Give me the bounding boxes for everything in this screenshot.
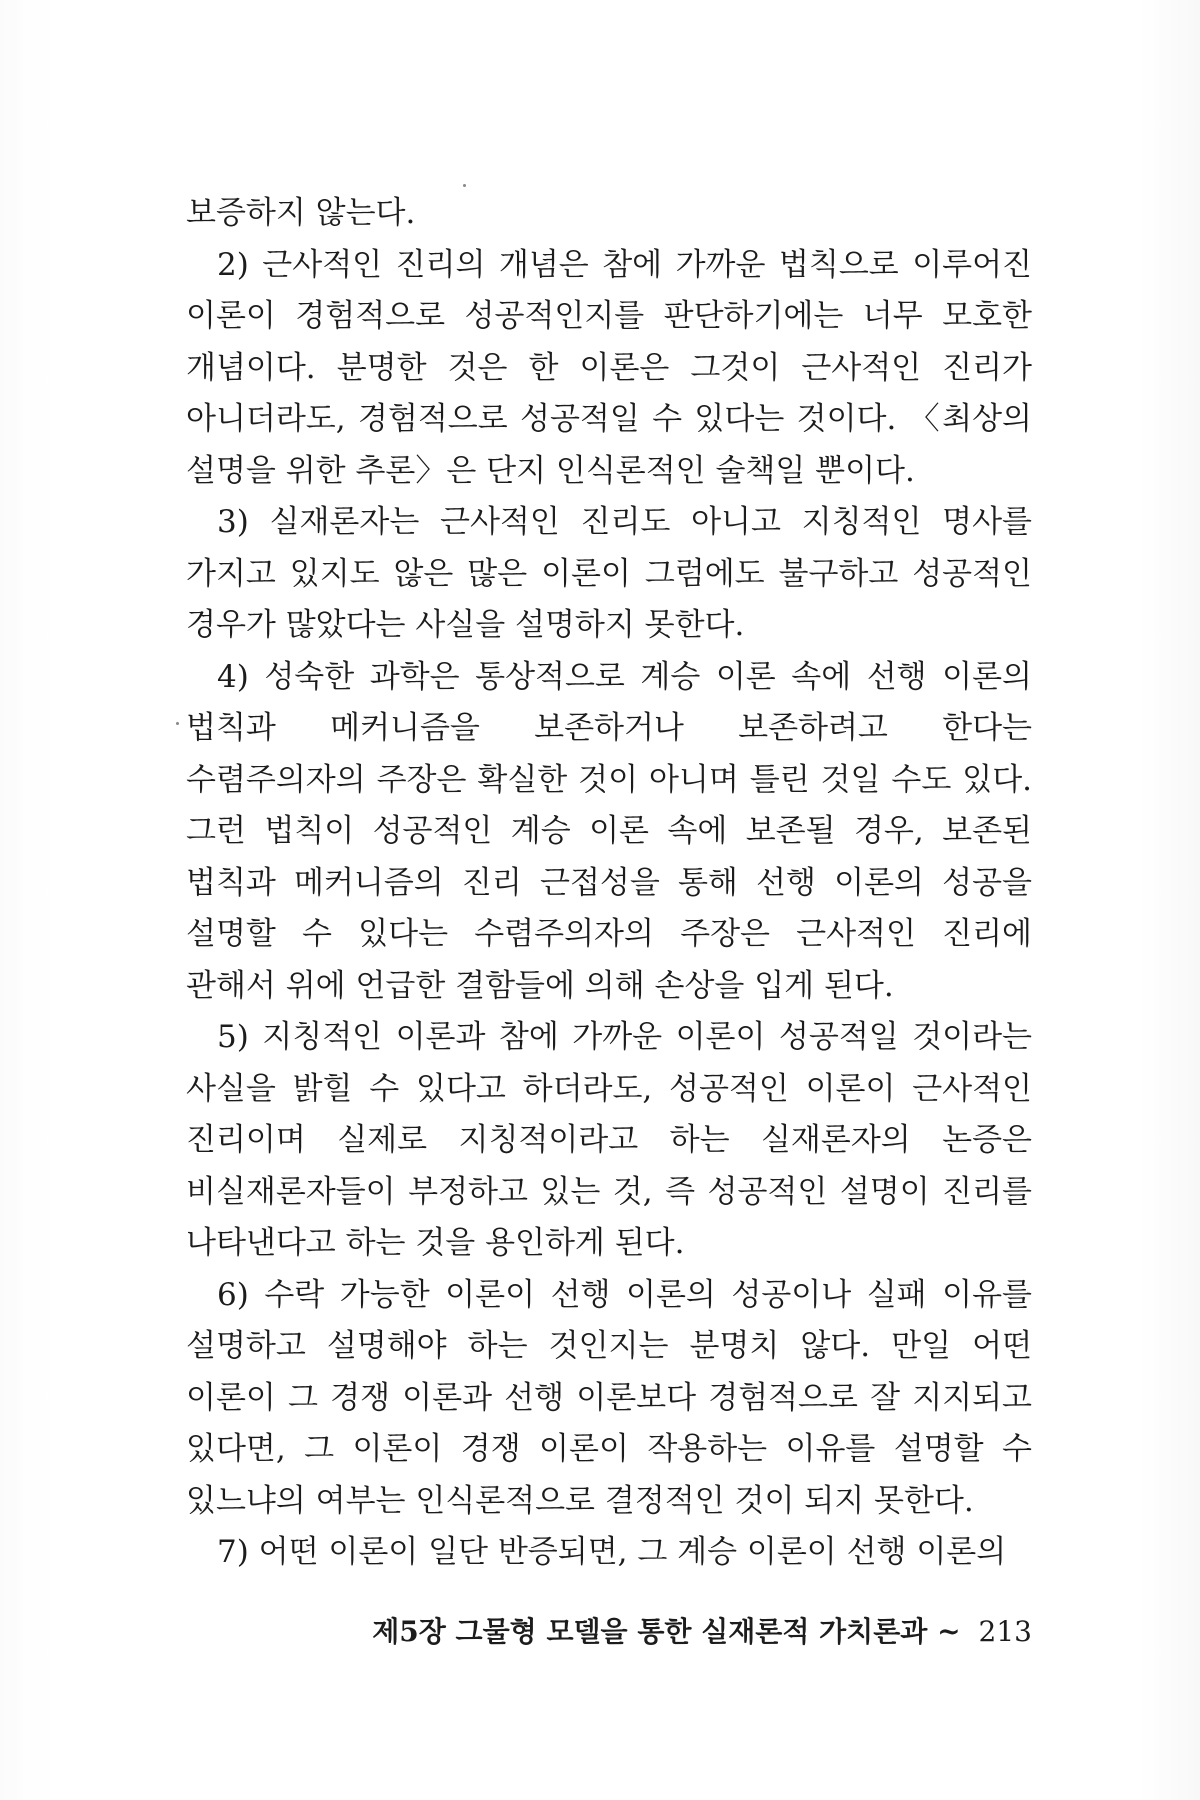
print-speck (176, 722, 179, 725)
page-number: 213 (978, 1615, 1032, 1648)
paragraph-item-6: 6) 수락 가능한 이론이 선행 이론의 성공이나 실패 이유를 설명하고 설명해야 하는 것인지는 분명치 않다. 만일 어떤 이론이 그 경쟁 이론과 선행 이론보다 경험적으로 잘 지지되고 있다면, 그 이론이 경쟁 이론이 작용하는 이유를 설명할 수 있느냐의 여부는 인식론적으로 결정적인 것이 되지 못한다. (186, 1276, 1032, 1519)
paragraph-item-7: 7) 어떤 이론이 일단 반증되면, 그 계승 이론이 선행 이론의 (217, 1534, 1007, 1570)
paragraph-item-3: 3) 실재론자는 근사적인 진리도 아니고 지칭적인 명사를 가지고 있지도 않은 많은 이론이 그럼에도 불구하고 성공적인 경우가 많았다는 사실을 설명하지 못한다. (186, 504, 1032, 643)
body-text (186, 188, 1032, 1579)
paragraph-item-5: 5) 지칭적인 이론과 참에 가까운 이론이 성공적일 것이라는 사실을 밝힐 수 있다고 하더라도, 성공적인 이론이 근사적인 진리이며 실제로 지칭적이라고 하는 실재론자의 논증은 비실재론자들이 부정하고 있는 것, 즉 성공적인 설명이 진리를 나타낸다고 하는 것을 용인하게 된다. (186, 1019, 1032, 1261)
print-speck (463, 184, 466, 187)
running-title: 제5장 그물형 모델을 통한 실재론적 가치론과 ~ (372, 1615, 961, 1648)
paragraph-item-2: 2) 근사적인 진리의 개념은 참에 가까운 법칙으로 이루어진 이론이 경험적으로 성공적인지를 판단하기에는 너무 모호한 개념이다. 분명한 것은 한 이론은 그것이 근사적인 진리가 아니더라도, 경험적으로 성공적일 수 있다는 것이다. 〈최상의 설명을 위한 추론〉은 단지 인식론적인 술책일 뿐이다. (186, 246, 1032, 489)
paragraph-continuation: 보증하지 않는다. (186, 195, 416, 231)
page-footer (322, 1612, 1032, 1652)
paragraph-item-4: 4) 성숙한 과학은 통상적으로 계승 이론 속에 선행 이론의 법칙과 메커니즘을 보존하거나 보존하려고 한다는 수렴주의자의 주장은 확실한 것이 아니며 틀린 것일 수도 있다. 그런 법칙이 성공적인 계승 이론 속에 보존될 경우, 보존된 법칙과 메커니즘의 진리 근접성을 통해 선행 이론의 성공을 설명할 수 있다는 수렴주의자의 주장은 근사적인 진리에 관해서 위에 언급한 결함들에 의해 손상을 입게 된다. (186, 658, 1032, 1004)
